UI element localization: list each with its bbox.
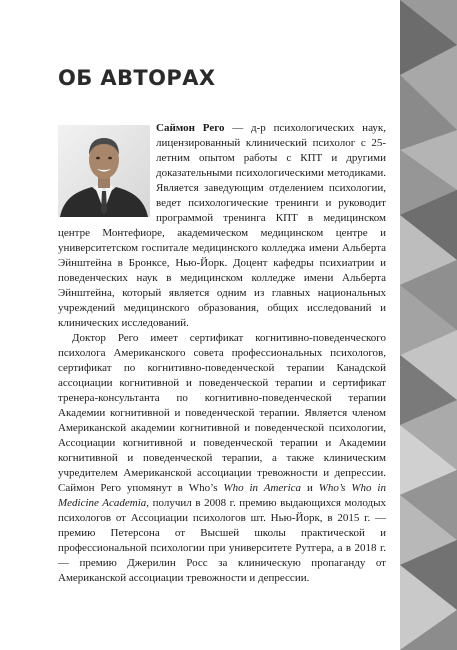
bio-paragraph-1 bbox=[58, 121, 386, 331]
bio-paragraph-2 bbox=[58, 331, 386, 586]
author-name: Саймон Рего bbox=[156, 122, 225, 134]
photo-spacer bbox=[58, 121, 156, 221]
author-bio bbox=[58, 121, 386, 586]
bio-paragraph-1-text: — д-р психологических наук, лицензированный клинический психолог с 25-летним опытом работы с КПТ и другими доказательными психологическими методиками. Является заведующим отделением психологии, ведет психологические тренинги и руководит программой тренинга КПТ в медицинском центре Монтефиоре, академическом медицинском центре и университетском госпитале медицинского колледжа имени Альберта Эйнштейна в Бронксе, Нью-Йорк. Доцент кафедры психиатрии и поведенческих наук в медицинском колледже имени Альберта Эйнштейна, который является одним из главных национальных учреждений медицинского образования, общих исследований и клинических исследований. bbox=[58, 122, 386, 329]
bio-paragraph-2-text-end: , получил в 2008 г. премию выдающихся молодых психологов от Ассоциации психологов шт. Нью-Йорк, в 2015 г. — премию Петерсона от Высшей школы практической и профессиональной психологии при университете Рутгера, а в 2018 г. — премию Джерилин Росс за клиническую пропаганду от Американской ассоциации тревожности и депрессии. bbox=[58, 497, 386, 584]
bio-paragraph-2-connector: и bbox=[301, 482, 319, 494]
decorative-side-panel bbox=[400, 0, 457, 650]
publication-title-2: Who’s Who in Medicine Academia bbox=[58, 482, 386, 509]
section-heading: ОБ АВТОРАХ bbox=[58, 66, 216, 90]
publication-title-1: Who in America bbox=[223, 482, 302, 494]
bio-paragraph-2-text-start: Доктор Рего имеет сертификат когнитивно-поведенческого психолога Американского совета профессиональных психологов, сертификат по когнитивно-поведенческой терапии Канадской ассоциации когнитивной и поведенческой терапии и сертификат тренера-консультанта по когнитивно-поведенческой терапии Академии когнитивной и поведенческой терапии. Является членом Американской академии когнитивной и поведенческой психологии, Ассоциации когнитивной и поведенческой терапии и Академии когнитивной и поведенческой терапии, а также клиническим учредителем Американской ассоциации тревожности и депрессии. Саймон Рего упомянут в Who’s bbox=[58, 332, 386, 494]
